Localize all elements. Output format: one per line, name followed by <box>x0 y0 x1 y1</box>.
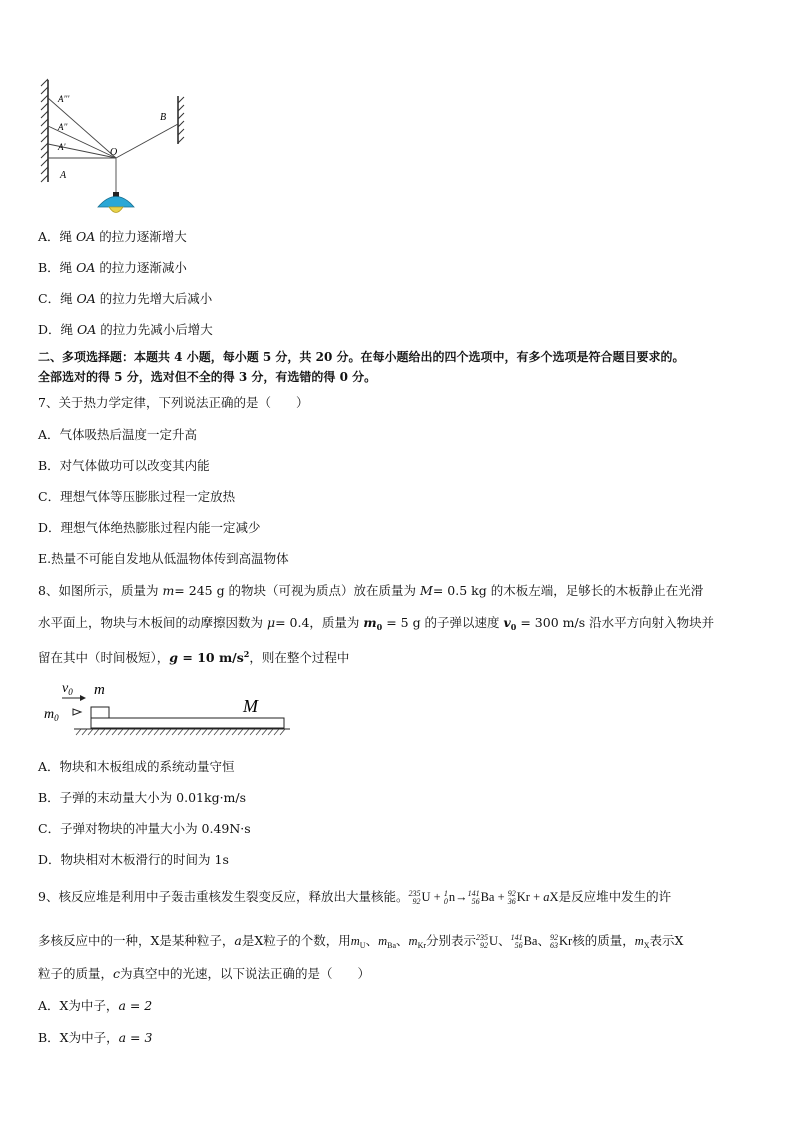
q8-option-b: B．子弹的末动量大小为 0.01kg·m/s <box>38 790 247 805</box>
m-label: m <box>94 682 105 698</box>
q8-stem-line1: 8、如图所示，质量为 m= 245 g 的物块（可视为质点）放在质量为 M= 0.5 kg 的木板左端，足够长的木板静止在光滑 <box>38 583 704 598</box>
bullet-block-board-figure <box>44 676 294 742</box>
q9-stem-line1: 9、核反应堆是利用中子轰击重核发生裂变反应，释放出大量核能。 235 92 U + 1 0 n→ 141 56 Ba + 92 36 Kr + aX是反应堆中发生的许 <box>38 889 672 907</box>
q6-option-d: D．绳 OA 的拉力先减小后增大 <box>38 322 213 337</box>
label-a3: A''' <box>58 94 70 104</box>
q7-option-e: E.热量不可能自发地从低温物体传到高温物体 <box>38 551 289 566</box>
nuclear-equation: 235 92 U + 1 0 n→ 141 56 Ba + 92 36 Kr + aX <box>408 889 559 907</box>
q8-stem-line3: 留在其中（时间极短），g = 10 $m/s^2$，则在整个过程中 <box>38 649 350 665</box>
section2-heading-line1: 二、多项选择题：本题共 4 小题，每小题 5 分，共 20 分。在每小题给出的四个选项中，有多个选项是符合题目要求的。 <box>38 350 685 364</box>
q7-option-d: D．理想气体绝热膨胀过程内能一定减少 <box>38 520 261 535</box>
q9-stem-line2: 多核反应中的一种，X是某种粒子，a是X粒子的个数，用$m_U$、$m_{Ba}$、$m_{Kr}$分别表示 235 92 U、 141 56 Ba、 92 63 Kr核的质量，$m_X$表示X <box>38 933 684 951</box>
q7-stem: 7、关于热力学定律，下列说法正确的是（ ） <box>38 395 309 410</box>
label-a: A <box>60 170 67 181</box>
q6-option-c: C．绳 OA 的拉力先增大后减小 <box>38 291 213 306</box>
q8-option-a: A．物块和木板组成的系统动量守恒 <box>38 759 235 774</box>
label-a1: A' <box>58 142 66 152</box>
q8-option-c: C．子弹对物块的冲量大小为 0.49N·s <box>38 821 251 836</box>
q7-option-a: A．气体吸热后温度一定升高 <box>38 427 198 442</box>
M-label: M <box>243 696 258 716</box>
q9-stem-line3: 粒子的质量，c为真空中的光速，以下说法正确的是（ ） <box>38 966 371 981</box>
q9-option-b: B．X为中子，a = 3 <box>38 1030 153 1045</box>
q9-option-a: A．X为中子，a = 2 <box>38 998 153 1013</box>
v0-label: $v_0$ <box>62 681 73 697</box>
label-b: B <box>160 112 167 123</box>
q6-option-a: A．绳 OA 的拉力逐渐增大 <box>38 229 187 244</box>
q8-option-d: D．物块相对木板滑行的时间为 1s <box>38 852 229 867</box>
label-o: O <box>110 147 118 158</box>
q8-stem-line2: 水平面上，物块与木板间的动摩擦因数为 μ= 0.4，质量为 $m_0 = 5$ g 的子弹以速度 $v_0 = 300$ m/s 沿水平方向射入物块并 <box>38 615 715 632</box>
section2-heading-line2: 全部选对的得 5 分，选对但不全的得 3 分，有选错的得 0 分。 <box>38 370 377 384</box>
label-a2: A'' <box>58 122 68 132</box>
lamp-rope-figure <box>38 76 198 224</box>
q6-option-b: B．绳 OA 的拉力逐渐减小 <box>38 260 187 275</box>
q7-option-c: C．理想气体等压膨胀过程一定放热 <box>38 489 236 504</box>
m0-label: $m_0$ <box>44 707 59 723</box>
q7-option-b: B．对气体做功可以改变其内能 <box>38 458 210 473</box>
